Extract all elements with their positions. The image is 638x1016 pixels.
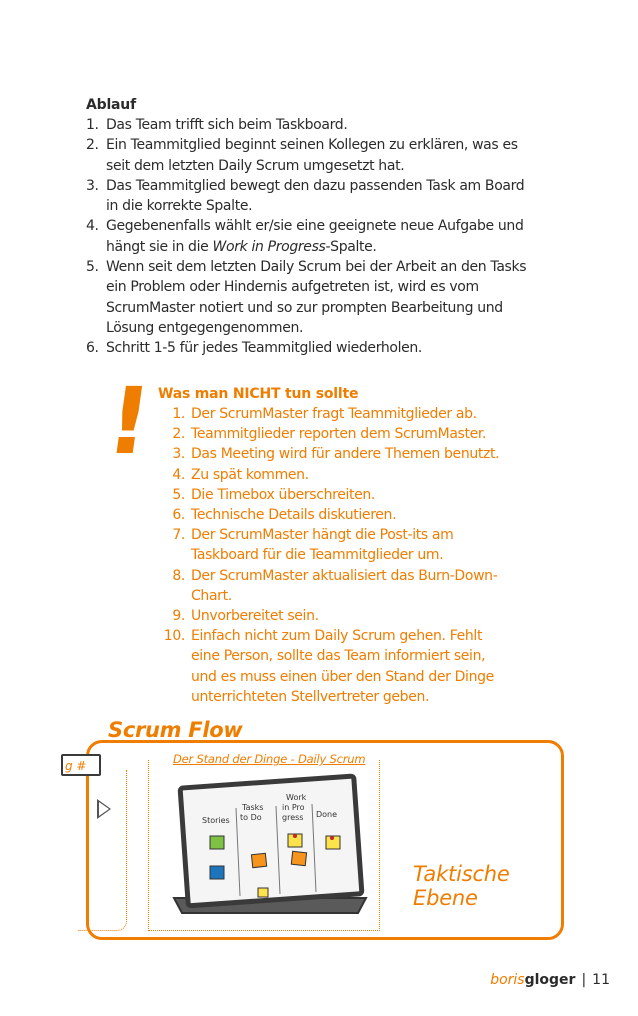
warning-item: 6. Technische Details diskutieren. [172, 507, 397, 524]
play-arrow-icon [97, 799, 111, 819]
column-label-tasks: Tasks [242, 803, 264, 812]
warning-item: 1. Der ScrumMaster fragt Teammitglieder ab. [172, 406, 477, 422]
procedure-step: 4. Gegebenenfalls wählt er/sie eine geeignete neue Aufgabe und hängt sie in die Work in Progress-Spalte. [86, 218, 524, 255]
brand-logo: borisgloger [490, 972, 576, 988]
post-it-orange [251, 853, 266, 867]
post-it-blue [210, 866, 224, 879]
procedure-heading: Ablauf [86, 97, 136, 113]
warning-item: 7. Der ScrumMaster hängt die Post-its am Taskboard für die Teammitglieder um. [172, 527, 454, 564]
warning-section [158, 384, 558, 707]
post-it-yellow-small [258, 888, 268, 897]
post-it-orange [291, 851, 306, 865]
column-label-tasks: to Do [240, 813, 262, 822]
warning-item: 9. Unvorbereitet sein. [172, 608, 319, 625]
warning-item: 4. Zu spät kommen. [172, 466, 309, 483]
procedure-step: 6. Schritt 1-5 für jedes Teammitglied wiederholen. [86, 340, 423, 357]
column-label-done: Done [316, 810, 338, 819]
warning-item: 8. Der ScrumMaster aktualisiert das Burn-Down- Chart. [172, 567, 498, 604]
warning-list [158, 404, 558, 707]
board-caption: Der Stand der Dinge - Daily Scrum [173, 752, 366, 766]
flow-step-divider [78, 770, 127, 931]
page-footer [490, 972, 610, 988]
column-label-wip: Work [286, 793, 307, 802]
procedure-step: 1. Das Team trifft sich beim Taskboard. [86, 117, 348, 133]
column-label-wip: in Pro [282, 803, 305, 812]
procedure-step: 2. Ein Teammitglied beginnt seinen Kollegen zu erklären, was es seit dem letzten Daily Scrum umgesetzt hat. [86, 137, 518, 174]
scrum-flow-title: Scrum Flow [108, 718, 243, 742]
post-it-green [210, 836, 224, 849]
taskboard-illustration [170, 768, 370, 928]
footer-separator: | [581, 972, 587, 988]
pin [330, 836, 334, 840]
warning-item: 2. Teammitglieder reporten dem ScrumMaster. [172, 426, 487, 443]
warning-item: 3. Das Meeting wird für andere Themen benutzt. [172, 446, 500, 463]
warning-item: 5. Die Timebox überschreiten. [172, 486, 376, 503]
warning-item: 10. Einfach nicht zum Daily Scrum gehen. Fehlt eine Person, sollte das Team informiert sein, und es muss einen über den Stand der Dinge unterrichteten Stellvertreter geben. [163, 628, 494, 705]
page-number: 11 [592, 972, 610, 988]
warning-heading: Was man NICHT tun sollte [158, 386, 359, 402]
flow-tag: g # [61, 754, 101, 776]
emphasis-work-in-progress: Work in Progress [212, 238, 326, 255]
procedure-section [86, 95, 586, 359]
exclamation-icon: ! [100, 368, 158, 475]
column-label-stories: Stories [202, 816, 230, 825]
column-label-wip: gress [282, 813, 304, 822]
procedure-step: 5. Wenn seit dem letzten Daily Scrum bei der Arbeit an den Tasks ein Problem oder Hindernis aufgetreten ist, wird es vom ScrumMaster notiert und so zur prompten Bearbeitung und Lösung entgegengenommen. [86, 259, 527, 336]
tier-label: Taktische Ebene [413, 862, 510, 910]
procedure-step: 3. Das Teammitglied bewegt den dazu passenden Task am Board in die korrekte Spalte. [86, 177, 525, 215]
pin [293, 834, 297, 838]
procedure-steps [86, 115, 586, 359]
